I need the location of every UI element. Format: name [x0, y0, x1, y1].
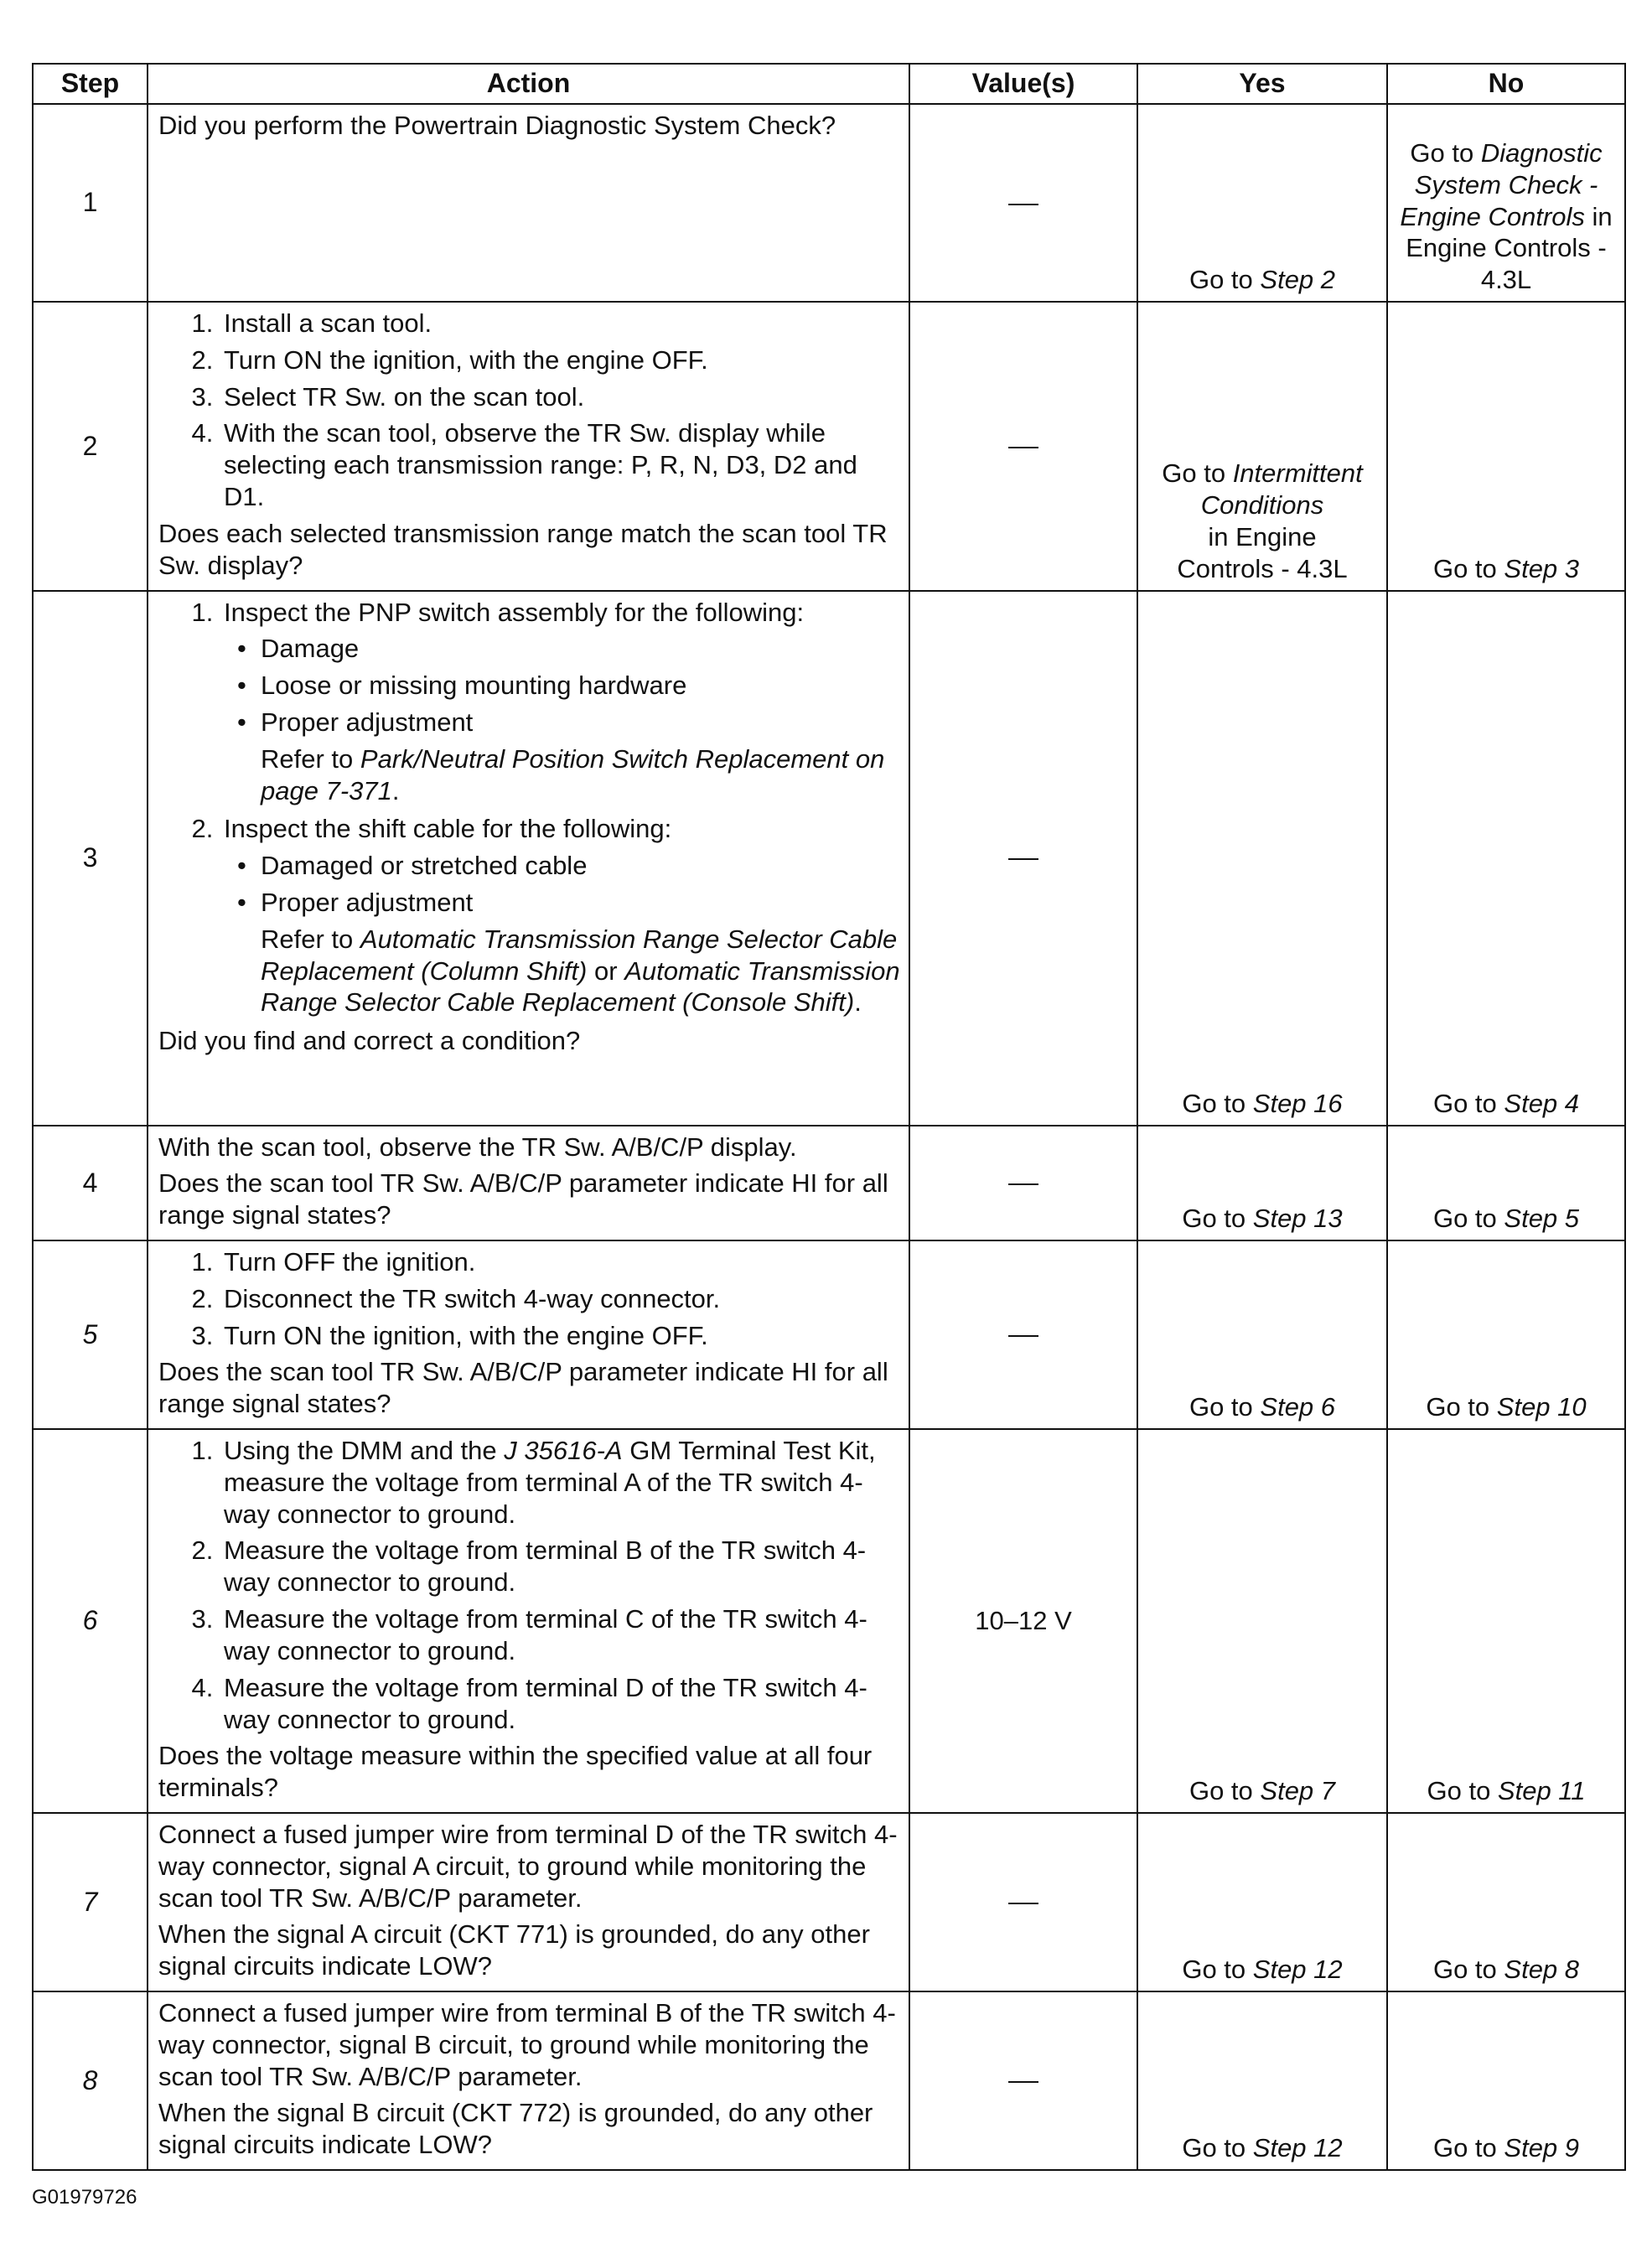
- goto-text: [1393, 1391, 1619, 1423]
- action-steps: [158, 1435, 900, 1735]
- no-cell: [1387, 302, 1625, 591]
- text-run: Go to: [1189, 265, 1261, 295]
- step-number: 7: [33, 1813, 148, 1991]
- table-row: [33, 591, 1625, 1126]
- action-step: [220, 1283, 900, 1315]
- header-no: No: [1387, 64, 1625, 104]
- action-cell: [148, 302, 909, 591]
- text-run: Inspect the PNP switch assembly for the following:: [224, 597, 805, 627]
- action-cell: [148, 591, 909, 1126]
- text-run: Does the scan tool TR Sw. A/B/C/P parameter indicate HI for all range signal states?: [158, 1168, 888, 1230]
- italic-reference: Step 9: [1504, 2133, 1580, 2163]
- text-run: Refer to: [261, 743, 360, 774]
- value-cell: [909, 1126, 1137, 1240]
- text-run: .: [391, 775, 400, 805]
- step-number: 3: [33, 591, 148, 1126]
- action-text: [158, 2097, 900, 2161]
- text-run: Go to: [1182, 1955, 1253, 1985]
- text-run: Go to: [1432, 1204, 1504, 1234]
- step-number: 4: [33, 1126, 148, 1240]
- bullet-item: [261, 707, 900, 738]
- no-value-dash: [1008, 1335, 1038, 1337]
- step-number: 1: [33, 104, 148, 302]
- header-row: [33, 64, 1625, 104]
- text-run: Loose or missing mounting hardware: [261, 671, 687, 701]
- no-value-dash: [1008, 204, 1038, 205]
- text-run: With the scan tool, observe the TR Sw. A/B/C/P display.: [158, 1132, 797, 1162]
- italic-reference: J 35616-A: [504, 1436, 623, 1465]
- diagnostic-table: [32, 63, 1626, 2171]
- italic-reference: Step 4: [1504, 1088, 1580, 1118]
- no-value-dash: [1008, 447, 1038, 448]
- bullet-list: [224, 850, 900, 919]
- action-step: [220, 417, 900, 512]
- action-text: [158, 1168, 900, 1231]
- text-run: Measure the voltage from terminal B of the TR switch 4-way connector to ground.: [224, 1536, 867, 1598]
- value-cell: [909, 1429, 1137, 1813]
- text-run: Measure the voltage from terminal D of the TR switch 4-way connector to ground.: [224, 1672, 867, 1734]
- text-run: Go to: [1432, 1955, 1504, 1985]
- italic-reference: Step 11: [1497, 1776, 1586, 1806]
- no-cell: [1387, 1429, 1625, 1813]
- action-cell: [148, 1991, 909, 2170]
- action-step: [220, 1246, 900, 1278]
- no-cell: [1387, 1991, 1625, 2170]
- value-cell: [909, 302, 1137, 591]
- italic-reference: Step 12: [1252, 2133, 1343, 2163]
- figure-id: G01979726: [32, 2186, 137, 2209]
- text-run: Go to: [1182, 1204, 1253, 1234]
- text-run: Turn ON the ignition, with the engine OFF.: [224, 1320, 708, 1350]
- value-cell: [909, 591, 1137, 1126]
- action-step: [220, 813, 900, 1018]
- text-run: Go to: [1432, 553, 1504, 583]
- action-text: [158, 1919, 900, 1982]
- value-cell: [909, 1813, 1137, 1991]
- italic-reference: Park/Neutral Position Switch Replacement on page 7-371: [261, 743, 885, 805]
- no-value-dash: [1008, 1903, 1038, 1904]
- action-cell: [148, 104, 909, 302]
- goto-text: [1143, 458, 1381, 521]
- goto-text: [1143, 1203, 1381, 1235]
- text-run: Turn OFF the ignition.: [224, 1246, 476, 1277]
- bullet-item: [261, 850, 900, 882]
- table-row: [33, 104, 1625, 302]
- step-number: 5: [33, 1240, 148, 1429]
- italic-reference: Step 12: [1252, 1955, 1343, 1985]
- italic-reference: Step 6: [1260, 1392, 1336, 1422]
- value-cell: [909, 1240, 1137, 1429]
- no-value-dash: [1008, 858, 1038, 860]
- yes-cell: [1137, 591, 1387, 1126]
- action-step: [220, 344, 900, 376]
- italic-reference: Intermittent Conditions: [1200, 458, 1363, 520]
- step-number: 2: [33, 302, 148, 591]
- text-run: Connect a fused jumper wire from terminal B of the TR switch 4-way connector, signal B circuit, to ground while monitoring the scan tool TR Sw. A/B/C/P parameter.: [158, 1998, 896, 2091]
- text-run: Does each selected transmission range match the scan tool TR Sw. display?: [158, 518, 888, 580]
- value-text: 10–12 V: [975, 1606, 1072, 1636]
- text-run: Go to: [1182, 1088, 1253, 1118]
- table-row: [33, 1813, 1625, 1991]
- action-step: [220, 381, 900, 413]
- action-cell: [148, 1126, 909, 1240]
- table-row: [33, 1240, 1625, 1429]
- goto-text: [1393, 137, 1619, 296]
- text-run: With the scan tool, observe the TR Sw. display while selecting each transmission range: P, R, N, D3, D2 and D1.: [224, 418, 857, 512]
- goto-text: [1143, 1391, 1381, 1423]
- text-run: in Engine: [1208, 521, 1317, 552]
- action-text: [158, 1997, 900, 2092]
- bullet-item: [261, 670, 900, 702]
- table-row: [33, 1429, 1625, 1813]
- italic-reference: Diagnostic System Check - Engine Controls: [1400, 137, 1603, 231]
- text-run: Damaged or stretched cable: [261, 851, 588, 881]
- no-cell: [1387, 1813, 1625, 1991]
- no-cell: [1387, 104, 1625, 302]
- no-cell: [1387, 1126, 1625, 1240]
- italic-reference: Step 3: [1504, 553, 1580, 583]
- goto-text: [1143, 553, 1381, 585]
- yes-cell: [1137, 1813, 1387, 1991]
- text-run: in Engine Controls - 4.3L: [1406, 201, 1613, 295]
- header-step: Step: [33, 64, 148, 104]
- action-text: [158, 1740, 900, 1804]
- value-cell: [909, 1991, 1137, 2170]
- bullet-item: [261, 887, 900, 919]
- action-text: [158, 518, 900, 582]
- text-run: Go to: [1162, 458, 1233, 489]
- table-row: [33, 1991, 1625, 2170]
- action-steps: [158, 308, 900, 513]
- text-run: Go to: [1432, 2133, 1504, 2163]
- text-run: Did you find and correct a condition?: [158, 1026, 581, 1056]
- text-run: Refer to: [261, 924, 360, 954]
- table-body: [33, 104, 1625, 2170]
- italic-reference: Step 5: [1504, 1204, 1580, 1234]
- refer-note: [261, 743, 900, 807]
- no-value-dash: [1008, 2081, 1038, 2083]
- goto-text: [1143, 2132, 1381, 2164]
- action-step: [220, 1535, 900, 1598]
- action-steps: [158, 1246, 900, 1351]
- text-run: Proper adjustment: [261, 707, 474, 737]
- action-text: [158, 1819, 900, 1914]
- text-run: Did you perform the Powertrain Diagnostic System Check?: [158, 111, 836, 140]
- table-row: [33, 1126, 1625, 1240]
- goto-text: [1143, 521, 1381, 553]
- text-run: Damage: [261, 634, 360, 664]
- text-run: Controls - 4.3L: [1177, 553, 1348, 583]
- action-step: [220, 1672, 900, 1736]
- action-step: [220, 308, 900, 339]
- goto-text: [1143, 264, 1381, 296]
- text-run: Disconnect the TR switch 4-way connector.: [224, 1283, 721, 1313]
- refer-note: [261, 924, 900, 1018]
- yes-cell: [1137, 1429, 1387, 1813]
- text-run: Go to: [1432, 1088, 1504, 1118]
- yes-cell: [1137, 1126, 1387, 1240]
- text-run: Go to: [1410, 137, 1481, 168]
- action-cell: [148, 1429, 909, 1813]
- header-yes: Yes: [1137, 64, 1387, 104]
- text-run: Go to: [1182, 2133, 1253, 2163]
- goto-text: [1143, 1775, 1381, 1807]
- step-number: 6: [33, 1429, 148, 1813]
- text-run: Inspect the shift cable for the following:: [224, 814, 672, 844]
- text-run: Measure the voltage from terminal C of the TR switch 4-way connector to ground.: [224, 1604, 867, 1665]
- header-values: Value(s): [909, 64, 1137, 104]
- action-step: [220, 1603, 900, 1667]
- text-run: Go to: [1426, 1392, 1497, 1422]
- text-run: Turn ON the ignition, with the engine OFF.: [224, 344, 708, 375]
- text-run: .: [854, 987, 862, 1018]
- action-step: [220, 1320, 900, 1352]
- goto-text: [1393, 1954, 1619, 1986]
- no-cell: [1387, 591, 1625, 1126]
- italic-reference: Step 8: [1504, 1955, 1580, 1985]
- yes-cell: [1137, 302, 1387, 591]
- action-steps: [158, 597, 900, 1019]
- italic-reference: Automatic Transmission Range Selector Cable Replacement (Console Shift): [261, 956, 900, 1018]
- text-run: GM Terminal Test Kit, measure the voltage from terminal A of the TR switch 4-way connector to ground.: [224, 1436, 876, 1529]
- text-run: or: [587, 956, 625, 986]
- table-row: [33, 302, 1625, 591]
- text-run: Go to: [1427, 1776, 1498, 1806]
- italic-reference: Step 13: [1252, 1204, 1343, 1234]
- goto-text: [1143, 1954, 1381, 1986]
- text-run: Using the DMM and the: [224, 1436, 505, 1465]
- action-text: [158, 110, 900, 142]
- italic-reference: Step 7: [1260, 1776, 1336, 1806]
- header-action: Action: [148, 64, 909, 104]
- goto-text: [1393, 553, 1619, 585]
- action-text: [158, 1025, 900, 1057]
- text-run: Go to: [1189, 1392, 1261, 1422]
- value-cell: [909, 104, 1137, 302]
- action-cell: [148, 1240, 909, 1429]
- bullet-list: [224, 633, 900, 738]
- text-run: Go to: [1189, 1776, 1261, 1806]
- action-text: [158, 1132, 900, 1163]
- text-run: Connect a fused jumper wire from terminal D of the TR switch 4-way connector, signal A circuit, to ground while monitoring the scan tool TR Sw. A/B/C/P parameter.: [158, 1819, 898, 1913]
- action-text: [158, 1356, 900, 1420]
- step-number: 8: [33, 1991, 148, 2170]
- bullet-item: [261, 633, 900, 665]
- text-run: Install a scan tool.: [224, 308, 432, 338]
- italic-reference: Step 2: [1260, 265, 1336, 295]
- italic-reference: Step 16: [1252, 1088, 1343, 1118]
- no-cell: [1387, 1240, 1625, 1429]
- text-run: Select TR Sw. on the scan tool.: [224, 381, 585, 412]
- action-step: [220, 597, 900, 807]
- italic-reference: Step 10: [1496, 1392, 1587, 1422]
- text-run: Does the voltage measure within the specified value at all four terminals?: [158, 1741, 873, 1803]
- italic-reference: Automatic Transmission Range Selector Cable Replacement (Column Shift): [261, 924, 898, 986]
- text-run: Proper adjustment: [261, 888, 474, 917]
- text-run: When the signal A circuit (CKT 771) is grounded, do any other signal circuits indicate LOW?: [158, 1919, 870, 1981]
- no-value-dash: [1008, 1183, 1038, 1185]
- text-run: When the signal B circuit (CKT 772) is grounded, do any other signal circuits indicate LOW?: [158, 2098, 873, 2160]
- action-step: [220, 1435, 900, 1530]
- goto-text: [1393, 1088, 1619, 1120]
- goto-text: [1393, 1775, 1619, 1807]
- yes-cell: [1137, 1991, 1387, 2170]
- text-run: Does the scan tool TR Sw. A/B/C/P parameter indicate HI for all range signal states?: [158, 1357, 888, 1419]
- goto-text: [1143, 1088, 1381, 1120]
- goto-text: [1393, 2132, 1619, 2164]
- yes-cell: [1137, 1240, 1387, 1429]
- action-cell: [148, 1813, 909, 1991]
- yes-cell: [1137, 104, 1387, 302]
- goto-text: [1393, 1203, 1619, 1235]
